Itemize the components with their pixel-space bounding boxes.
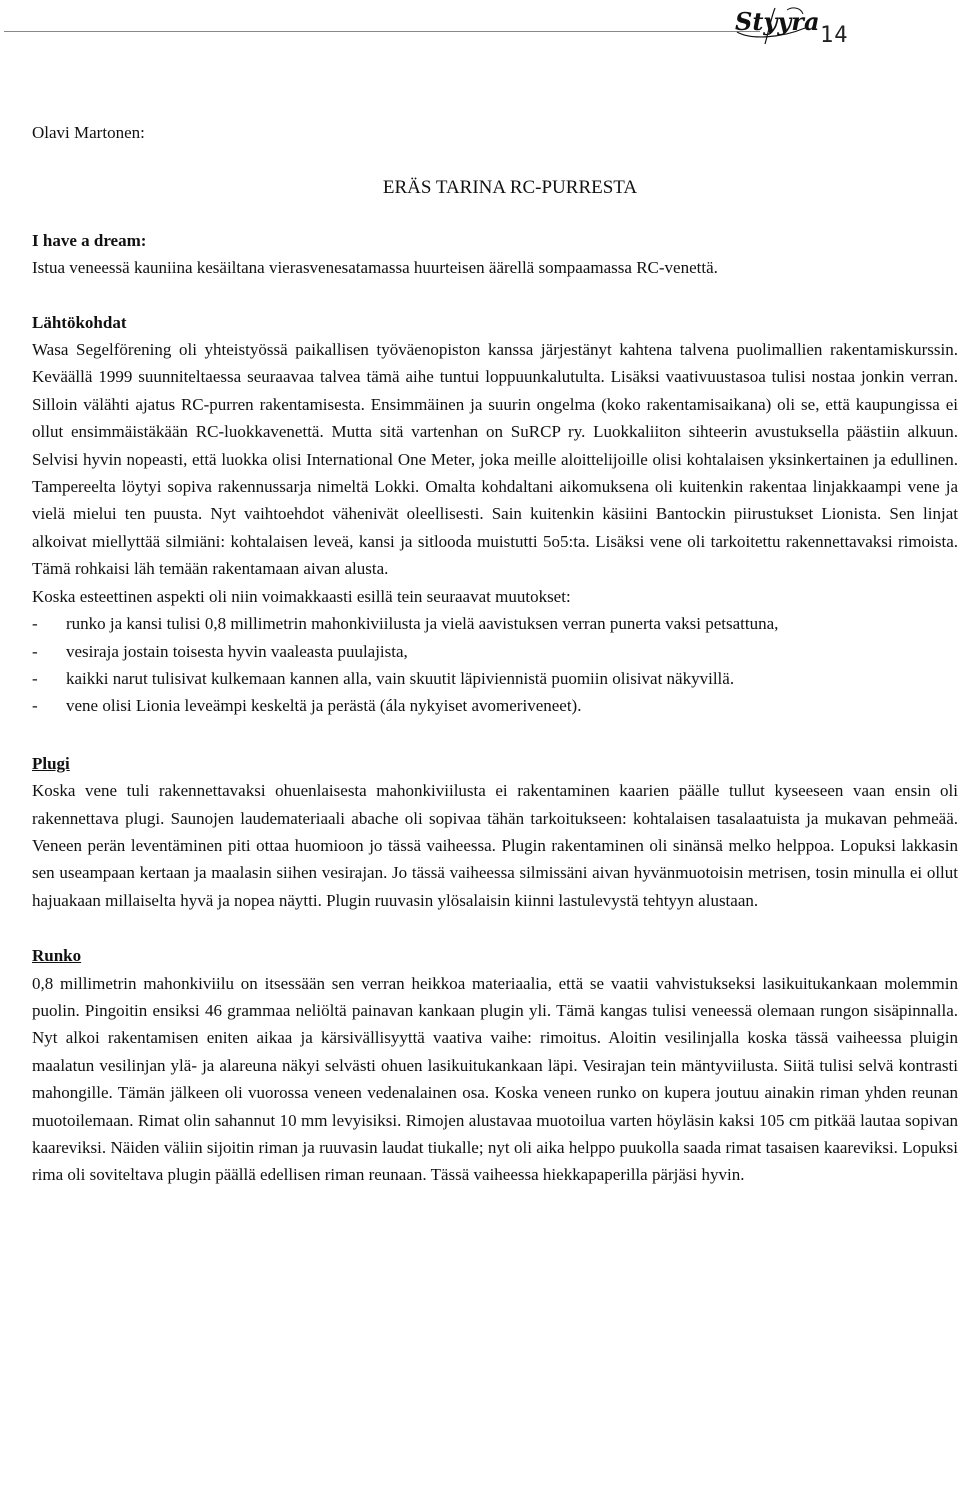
magazine-logo (731, 2, 820, 46)
list-item-text: kaikki narut tulisivat kulkemaan kannen alla, vain skuutit läpiviennistä puomiin olisivat näkyvillä. (66, 668, 735, 688)
changes-intro: Koska esteettinen aspekti oli niin voimakkaasti esillä tein seuraavat muutokset: (32, 586, 571, 606)
article-title: ERÄS TARINA RC-PURRESTA (382, 177, 638, 199)
page-number: 14 (820, 23, 849, 48)
article (32, 119, 958, 1189)
list-item-text: vesiraja jostain toisesta hyvin vaaleasta puulajista, (66, 641, 408, 661)
spacer (32, 282, 958, 309)
spacer (32, 914, 958, 942)
section-heading-hull: Runko (32, 946, 82, 966)
logo-text: Styyra (735, 7, 820, 36)
list-item (32, 692, 958, 719)
header-rule (4, 31, 760, 32)
article-author: Olavi Martonen: (32, 123, 145, 142)
section-heading-plug: Plugi (32, 753, 70, 773)
starting-points-paragraph: Wasa Segelförening oli yhteistyössä paikallisen työväenopiston kanssa järjestänyt kahtena talvena puolimallien rakentamiskurssin. Keväällä 1999 suunniteltaessa seuraavaa talvea tämä aihe tuntui loppuunkalutulta. Lisäksi vaativuustasoa tulisi nostaa jonkin verran. Silloin välähti ajatus RC-purren rakentamisesta. Ensimmäinen ja suurin ongelma (koko rakentamisaikana) oli se, että kaupungissa ei ollut ensimmäistäkään RC-luokkavenettä. Mutta sitä vartenhan on SuRCP ry. Luokkaliiton sihteerin avustuksella päästiin alkuun. Selvisi hyvin nopeasti, että luokka olisi International One Meter, joka meille aloittelijoille olisi kohtalaisen yksinkertainen ja edullinen. Tampereelta löytyi sopiva rakennussarja nimeltä Lokki. Omalta kohdaltani aikomuksena oli kuitenkin rakentaa linjakkaampi vene ja vielä mielui ten puusta. Nyt vaihtoehdot vähenivät oleellisesti. Sain kuitenkin käsiini Bantockin piirustukset Lionista. Sen linjat alkoivat miellyttää silmiäni: kohtalaisen leveä, kansi ja sitlooda muistutti 5o5:ta. Lisäksi vene oli tarkoitettu rakennettavaksi rimoista. Tämä rohkaisi läh temään rakentamaan aivan alusta. (32, 340, 958, 579)
dream-heading: I have a dream: (32, 230, 147, 250)
list-item (32, 638, 958, 665)
page-header (0, 0, 960, 60)
spacer (32, 720, 958, 750)
list-dash: - (32, 614, 38, 634)
list-dash: - (32, 696, 38, 716)
list-dash: - (32, 641, 38, 661)
list-item (32, 665, 958, 692)
hull-paragraph: 0,8 millimetrin mahonkiviilu on itsessään sen verran heikkoa materiaalia, että se vaatii vahvistukseksi lasikuitukankaan molemmin puolin. Pingoitin ensiksi 46 grammaa neliöltä painavan kankaan plugin yli. Tämä kangas tulisi veneessä olemaan rungon sisäpinnalla. Nyt alkoi rakentamisen eniten aikaa ja kärsivällisyyttä vaativa vaihe: rimoitus. Aloitin vesilinjalla koska tässä vaiheessa pluigin maalatun vesilinjan ylä- ja alareuna näkyi selvästi ohuen lasikuitukankaan läpi. Vesirajan tein mäntyviilusta. Siitä tulisi selvä kontrasti mahongille. Tämän jälkeen oli vuorossa veneen vedenalainen osa. Koska veneen runko on kupera joutuu ainakin riman yhden reunan muotoilemaan. Rimat olin sahannut 10 mm levyisiksi. Rimojen alustavaa muotoilua varten höyläsin kaksi 105 cm pitkää lautaa sopivan kaareviksi. Näiden väliin sijoitin riman ja ruuvasin laudat tiukalle; nyt oli aika helppo puukolla saada rimat tasaisen kaareviksi. Lopuksi rima oli soviteltava plugin päällä edellisen riman reunaan. Tässä vaiheessa hiekkapaperilla pärjäsi hyvin. (32, 973, 958, 1185)
section-heading-starting-points: Lähtökohdat (32, 312, 127, 332)
list-item-text: runko ja kansi tulisi 0,8 millimetrin mahonkiviilusta ja vielä aavistuksen verran punerta vaksi petsattuna, (66, 614, 779, 634)
dream-paragraph: Istua veneessä kauniina kesäiltana vierasvenesatamassa huurteisen äärellä sompaamassa RC-venettä. (32, 258, 718, 278)
plug-paragraph: Koska vene tuli rakennettavaksi ohuenlaisesta mahonkiviilusta ei rakentaminen kaarien päälle tullut kyseeseen vaan ensin oli rakennettava plugi. Saunojen laudemateriaali abache oli sopivaa tähän tarkoitukseen: kohtalaisen tasalaatuista ja mukavan pehmeää. Veneen perän leventäminen piti ottaa huomioon jo tässä vaiheessa. Plugin rakentaminen oli sinänsä melko helppoa. Lopuksi lakkasin sen useampaan kertaan ja maalasin siihen vesirajan. Jo tässä vaiheessa silmissäni aivan hyvänmuotoisin metrisen, tosin minulla ei ollut hajuakaan millaiselta hyvä ja nopea näytti. Plugin ruuvasin ylösalaisin kiinni lastulevystä tehtyyn alustaan. (32, 781, 958, 910)
changes-list (32, 610, 958, 720)
list-dash: - (32, 668, 38, 688)
list-item (32, 610, 958, 637)
list-item-text: vene olisi Lionia leveämpi keskeltä ja perästä (ála nykyiset avomeriveneet). (66, 696, 582, 716)
